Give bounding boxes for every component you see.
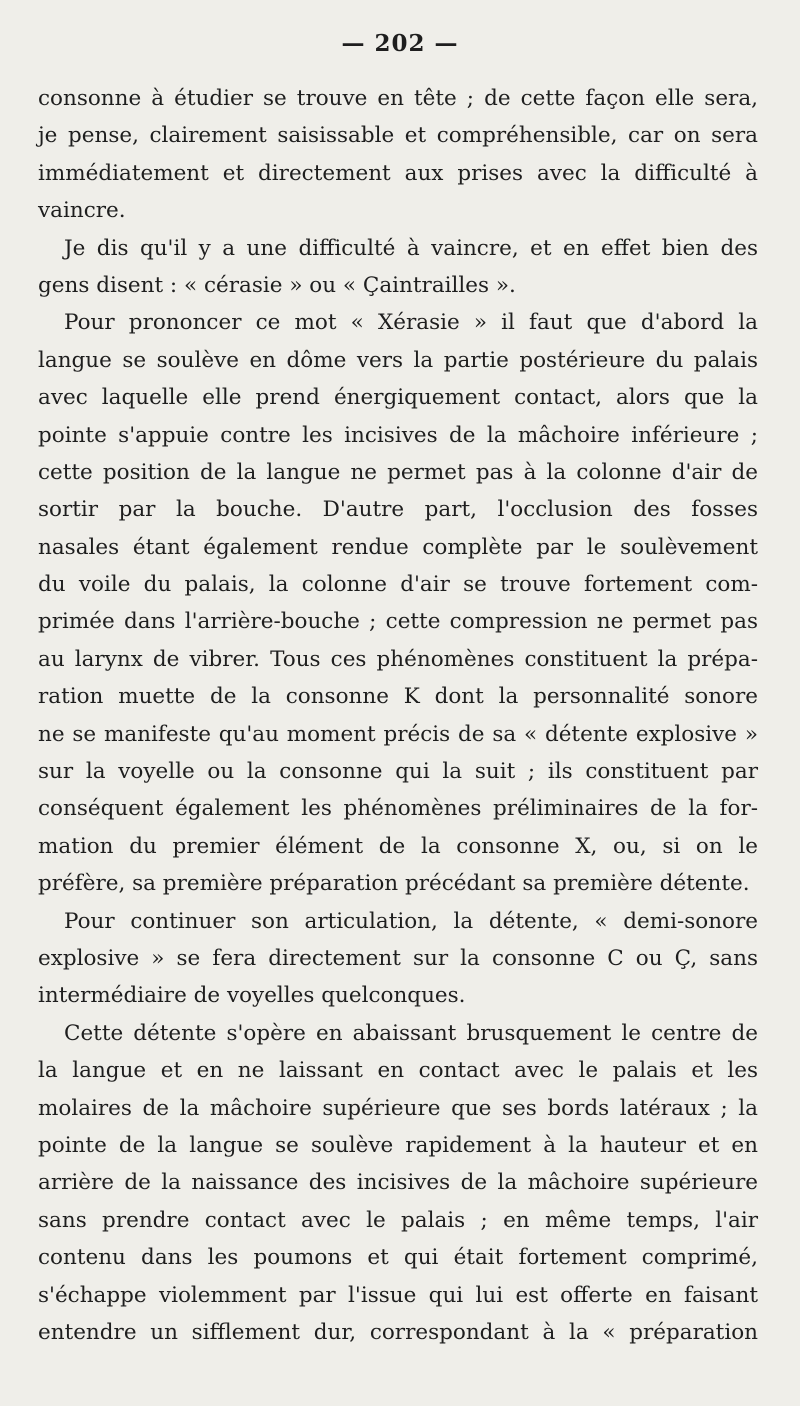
text-line: intermédiaire de voyelles quelconques. — [38, 983, 466, 1009]
text-line: consonne à étudier se trouve en tête ; de cette façon elle sera, — [38, 86, 758, 111]
text-line: Pour continuer son articulation, la détente, « demi-sonore — [64, 908, 758, 934]
text-line: avec laquelle elle prend énergiquement contact, alors que la — [38, 385, 758, 411]
body-text — [38, 80, 758, 1351]
text-line: cette position de la langue ne permet pas à la colonne d'air de — [38, 459, 758, 485]
text-line: Pour prononcer ce mot « Xérasie » il faut que d'abord la — [64, 310, 758, 336]
text-line: molaires de la mâchoire supérieure que ses bords latéraux ; la — [38, 1095, 758, 1121]
text-line: Cette détente s'opère en abaissant brusquement le centre de — [64, 1020, 758, 1046]
text-line: au larynx de vibrer. Tous ces phénomènes constituent la prépa- — [38, 646, 758, 672]
text-line: préfère, sa première préparation précédant sa première détente. — [38, 871, 750, 897]
text-line: s'échappe violemment par l'issue qui lui est offerte en faisant — [38, 1282, 758, 1308]
text-line: vaincre. — [38, 198, 126, 224]
text-line: ration muette de la consonne K dont la personnalité sonore — [38, 684, 758, 710]
text-line: sur la voyelle ou la consonne qui la suit ; ils constituent par — [38, 759, 758, 785]
text-line: primée dans l'arrière-bouche ; cette compression ne permet pas — [38, 609, 758, 635]
text-line: arrière de la naissance des incisives de la mâchoire supérieure — [38, 1170, 758, 1196]
text-line: je pense, clairement saisissable et compréhensible, car on sera — [38, 123, 758, 149]
text-line: sortir par la bouche. D'autre part, l'occlusion des fosses — [38, 497, 758, 523]
text-line: mation du premier élément de la consonne X, ou, si on le — [38, 833, 758, 859]
text-line: conséquent également les phénomènes préliminaires de la for- — [38, 796, 758, 822]
text-line: immédiatement et directement aux prises avec la difficulté à — [38, 160, 758, 186]
text-line: Je dis qu'il y a une difficulté à vaincre, et en effet bien des — [64, 235, 758, 261]
text-line: explosive » se fera directement sur la consonne C ou Ç, sans — [38, 945, 758, 971]
text-line: langue se soulève en dôme vers la partie postérieure du palais — [38, 347, 758, 373]
text-line: du voile du palais, la colonne d'air se trouve fortement com- — [38, 572, 758, 598]
text-line: ne se manifeste qu'au moment précis de sa « détente explosive » — [38, 721, 758, 747]
text-line: gens disent : « cérasie » ou « Çaintrailles ». — [38, 272, 516, 298]
text-line: la langue et en ne laissant en contact avec le palais et les — [38, 1058, 758, 1084]
text-line: entendre un sifflement dur, correspondant à la « préparation — [38, 1319, 758, 1345]
text-line: contenu dans les poumons et qui était fortement comprimé, — [38, 1245, 758, 1271]
page-number: — 202 — — [341, 30, 459, 57]
text-line: nasales étant également rendue complète par le soulèvement — [38, 534, 758, 560]
text-line: sans prendre contact avec le palais ; en même temps, l'air — [38, 1207, 758, 1233]
text-line: pointe s'appuie contre les incisives de la mâchoire inférieure ; — [38, 422, 758, 448]
text-line: pointe de la langue se soulève rapidement à la hauteur et en — [38, 1132, 758, 1158]
